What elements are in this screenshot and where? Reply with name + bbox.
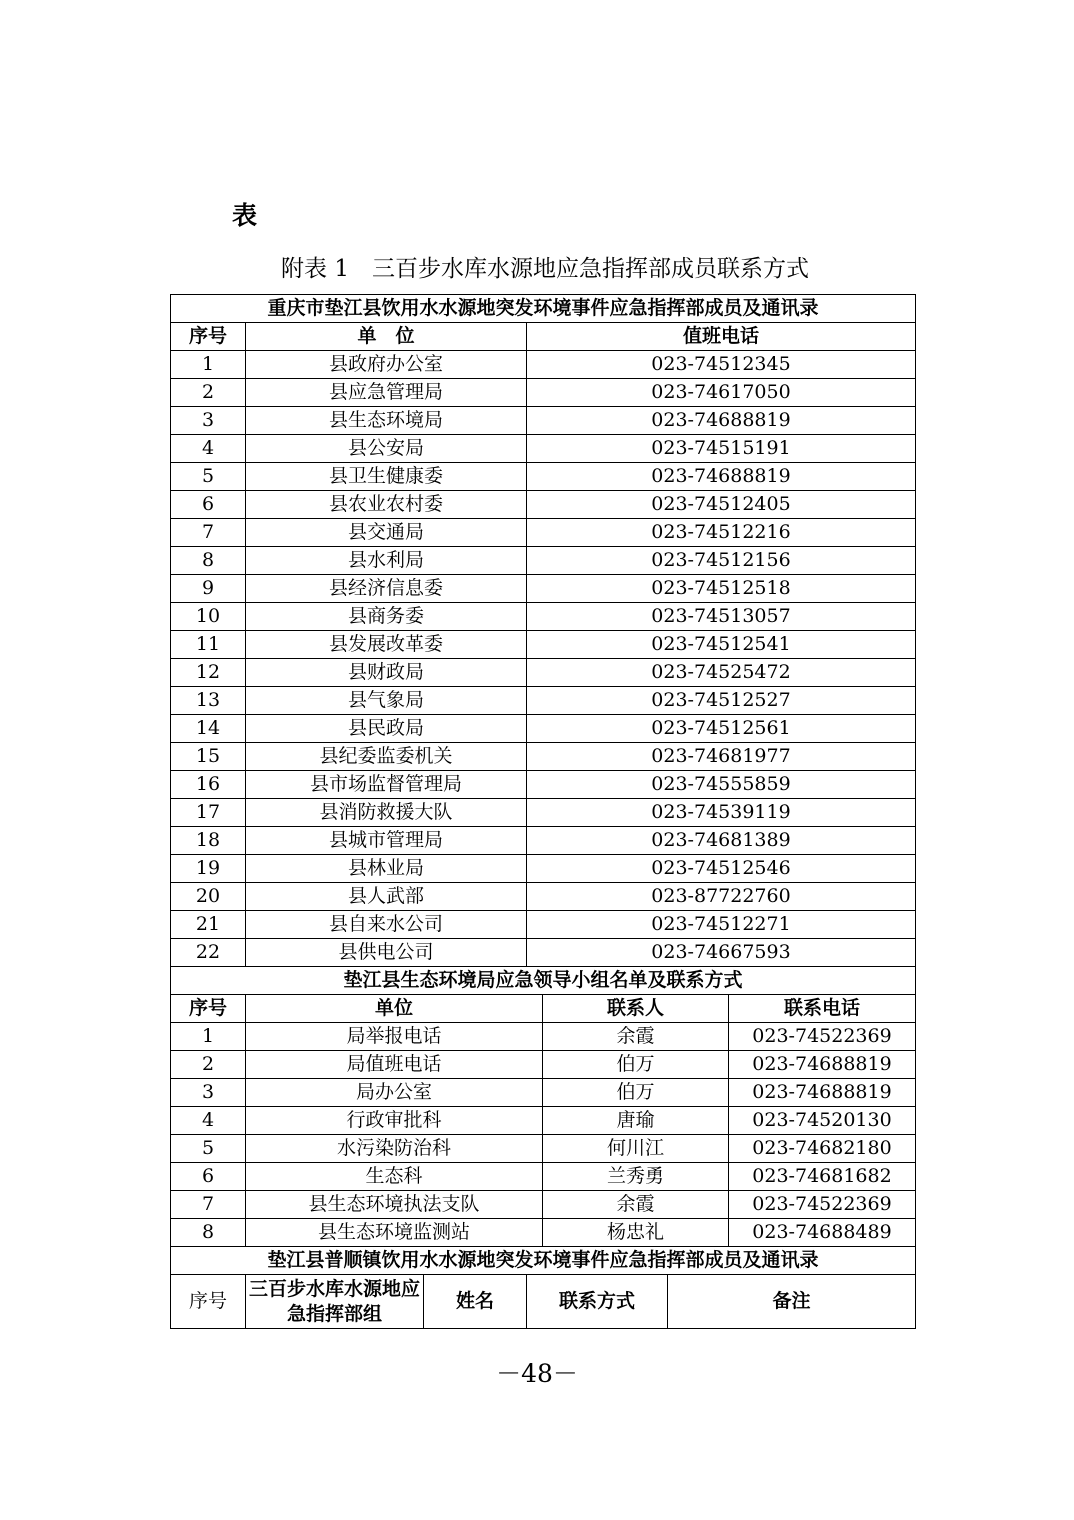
table-row — [171, 883, 916, 911]
row-unit: 县民政局 — [246, 715, 527, 743]
row-unit: 县生态环境局 — [246, 407, 527, 435]
row-index: 20 — [171, 883, 246, 911]
row-index: 4 — [171, 435, 246, 463]
row-unit: 县经济信息委 — [246, 575, 527, 603]
row-unit: 县市场监督管理局 — [246, 771, 527, 799]
row-unit: 局举报电话 — [246, 1023, 543, 1051]
table1-header-phone: 值班电话 — [527, 323, 916, 351]
row-index: 12 — [171, 659, 246, 687]
table-row — [171, 855, 916, 883]
row-phone: 023-87722760 — [527, 883, 916, 911]
row-phone: 023-74512156 — [527, 547, 916, 575]
table-row — [171, 1163, 916, 1191]
row-index: 4 — [171, 1107, 246, 1135]
row-index: 11 — [171, 631, 246, 659]
table-row — [171, 659, 916, 687]
row-unit: 县纪委监委机关 — [246, 743, 527, 771]
row-index: 5 — [171, 463, 246, 491]
row-phone: 023-74688819 — [729, 1079, 916, 1107]
table-row — [171, 351, 916, 379]
row-unit: 县应急管理局 — [246, 379, 527, 407]
table3-header-group: 三百步水库水源地应急指挥部组 — [246, 1275, 424, 1329]
row-index: 21 — [171, 911, 246, 939]
row-contact: 余霞 — [543, 1191, 729, 1219]
row-index: 2 — [171, 379, 246, 407]
table-row — [171, 1051, 916, 1079]
leadership-group-table — [170, 966, 916, 1247]
table-row — [171, 771, 916, 799]
row-index: 6 — [171, 491, 246, 519]
table-row — [171, 491, 916, 519]
table1-title: 重庆市垫江县饮用水水源地突发环境事件应急指挥部成员及通讯录 — [171, 295, 916, 323]
row-unit: 水污染防治科 — [246, 1135, 543, 1163]
town-command-table — [170, 1246, 916, 1329]
row-phone: 023-74617050 — [527, 379, 916, 407]
row-phone: 023-74681389 — [527, 827, 916, 855]
row-index: 18 — [171, 827, 246, 855]
row-phone: 023-74682180 — [729, 1135, 916, 1163]
row-contact: 杨忠礼 — [543, 1219, 729, 1247]
row-index: 17 — [171, 799, 246, 827]
table-row — [171, 1135, 916, 1163]
row-unit: 县商务委 — [246, 603, 527, 631]
row-phone: 023-74681977 — [527, 743, 916, 771]
table2-header-index: 序号 — [171, 995, 246, 1023]
row-index: 8 — [171, 1219, 246, 1247]
row-unit: 县消防救援大队 — [246, 799, 527, 827]
row-phone: 023-74688819 — [527, 463, 916, 491]
table2-header-unit: 单位 — [246, 995, 543, 1023]
row-unit: 生态科 — [246, 1163, 543, 1191]
row-phone: 023-74512541 — [527, 631, 916, 659]
row-phone: 023-74512271 — [527, 911, 916, 939]
row-index: 16 — [171, 771, 246, 799]
row-index: 13 — [171, 687, 246, 715]
row-phone: 023-74681682 — [729, 1163, 916, 1191]
table1-header-unit: 单 位 — [246, 323, 527, 351]
row-phone: 023-74555859 — [527, 771, 916, 799]
row-index: 10 — [171, 603, 246, 631]
row-index: 22 — [171, 939, 246, 967]
row-phone: 023-74522369 — [729, 1023, 916, 1051]
row-unit: 县交通局 — [246, 519, 527, 547]
row-unit: 县生态环境执法支队 — [246, 1191, 543, 1219]
table-row — [171, 1219, 916, 1247]
row-unit: 县自来水公司 — [246, 911, 527, 939]
row-contact: 伯万 — [543, 1051, 729, 1079]
table-row — [171, 799, 916, 827]
row-unit: 县发展改革委 — [246, 631, 527, 659]
row-index: 3 — [171, 1079, 246, 1107]
row-contact: 唐瑜 — [543, 1107, 729, 1135]
row-index: 7 — [171, 519, 246, 547]
row-index: 1 — [171, 1023, 246, 1051]
page-number: －48－ — [496, 1359, 578, 1388]
row-phone: 023-74688819 — [729, 1051, 916, 1079]
row-unit: 县气象局 — [246, 687, 527, 715]
row-index: 6 — [171, 1163, 246, 1191]
command-members-table — [170, 294, 916, 967]
row-contact: 余霞 — [543, 1023, 729, 1051]
section-heading: 表 — [232, 201, 258, 230]
row-contact: 兰秀勇 — [543, 1163, 729, 1191]
row-phone: 023-74522369 — [729, 1191, 916, 1219]
table-row — [171, 1191, 916, 1219]
row-unit: 县公安局 — [246, 435, 527, 463]
row-unit: 县水利局 — [246, 547, 527, 575]
row-unit: 县城市管理局 — [246, 827, 527, 855]
table-row — [171, 1107, 916, 1135]
row-phone: 023-74515191 — [527, 435, 916, 463]
row-phone: 023-74512518 — [527, 575, 916, 603]
table-row — [171, 911, 916, 939]
table-row — [171, 575, 916, 603]
row-phone: 023-74688489 — [729, 1219, 916, 1247]
row-unit: 县林业局 — [246, 855, 527, 883]
row-phone: 023-74667593 — [527, 939, 916, 967]
table3-header-remark: 备注 — [668, 1275, 916, 1329]
row-phone: 023-74512345 — [527, 351, 916, 379]
table3-title: 垫江县普顺镇饮用水水源地突发环境事件应急指挥部成员及通讯录 — [171, 1247, 916, 1275]
table-row — [171, 463, 916, 491]
row-unit: 县供电公司 — [246, 939, 527, 967]
table-row — [171, 827, 916, 855]
table-row — [171, 715, 916, 743]
table3-header-index: 序号 — [171, 1275, 246, 1329]
table2-header-phone: 联系电话 — [729, 995, 916, 1023]
row-unit: 县财政局 — [246, 659, 527, 687]
row-unit: 县人武部 — [246, 883, 527, 911]
table-row — [171, 1023, 916, 1051]
table-row — [171, 687, 916, 715]
row-phone: 023-74512561 — [527, 715, 916, 743]
row-unit: 局值班电话 — [246, 1051, 543, 1079]
table-row — [171, 631, 916, 659]
row-phone: 023-74512527 — [527, 687, 916, 715]
row-phone: 023-74512546 — [527, 855, 916, 883]
table1-header-index: 序号 — [171, 323, 246, 351]
row-phone: 023-74525472 — [527, 659, 916, 687]
row-unit: 县政府办公室 — [246, 351, 527, 379]
table-row — [171, 743, 916, 771]
table2-header-contact: 联系人 — [543, 995, 729, 1023]
row-unit: 县卫生健康委 — [246, 463, 527, 491]
row-phone: 023-74513057 — [527, 603, 916, 631]
row-index: 2 — [171, 1051, 246, 1079]
table-row — [171, 1079, 916, 1107]
row-unit: 行政审批科 — [246, 1107, 543, 1135]
row-index: 15 — [171, 743, 246, 771]
table2-title: 垫江县生态环境局应急领导小组名单及联系方式 — [171, 967, 916, 995]
row-index: 14 — [171, 715, 246, 743]
table-row — [171, 435, 916, 463]
table-row — [171, 939, 916, 967]
row-index: 8 — [171, 547, 246, 575]
row-unit: 县生态环境监测站 — [246, 1219, 543, 1247]
row-unit: 局办公室 — [246, 1079, 543, 1107]
table-row — [171, 379, 916, 407]
row-phone: 023-74512405 — [527, 491, 916, 519]
row-index: 7 — [171, 1191, 246, 1219]
row-phone: 023-74520130 — [729, 1107, 916, 1135]
table-caption: 附表 1 三百步水库水源地应急指挥部成员联系方式 — [281, 256, 809, 282]
row-index: 19 — [171, 855, 246, 883]
row-index: 9 — [171, 575, 246, 603]
row-phone: 023-74688819 — [527, 407, 916, 435]
row-contact: 伯万 — [543, 1079, 729, 1107]
row-index: 5 — [171, 1135, 246, 1163]
table-row — [171, 603, 916, 631]
table-row — [171, 519, 916, 547]
row-phone: 023-74539119 — [527, 799, 916, 827]
table3-header-contact: 联系方式 — [527, 1275, 668, 1329]
row-index: 3 — [171, 407, 246, 435]
table3-header-name: 姓名 — [424, 1275, 527, 1329]
row-unit: 县农业农村委 — [246, 491, 527, 519]
row-contact: 何川江 — [543, 1135, 729, 1163]
row-index: 1 — [171, 351, 246, 379]
table-row — [171, 547, 916, 575]
table-row — [171, 407, 916, 435]
row-phone: 023-74512216 — [527, 519, 916, 547]
